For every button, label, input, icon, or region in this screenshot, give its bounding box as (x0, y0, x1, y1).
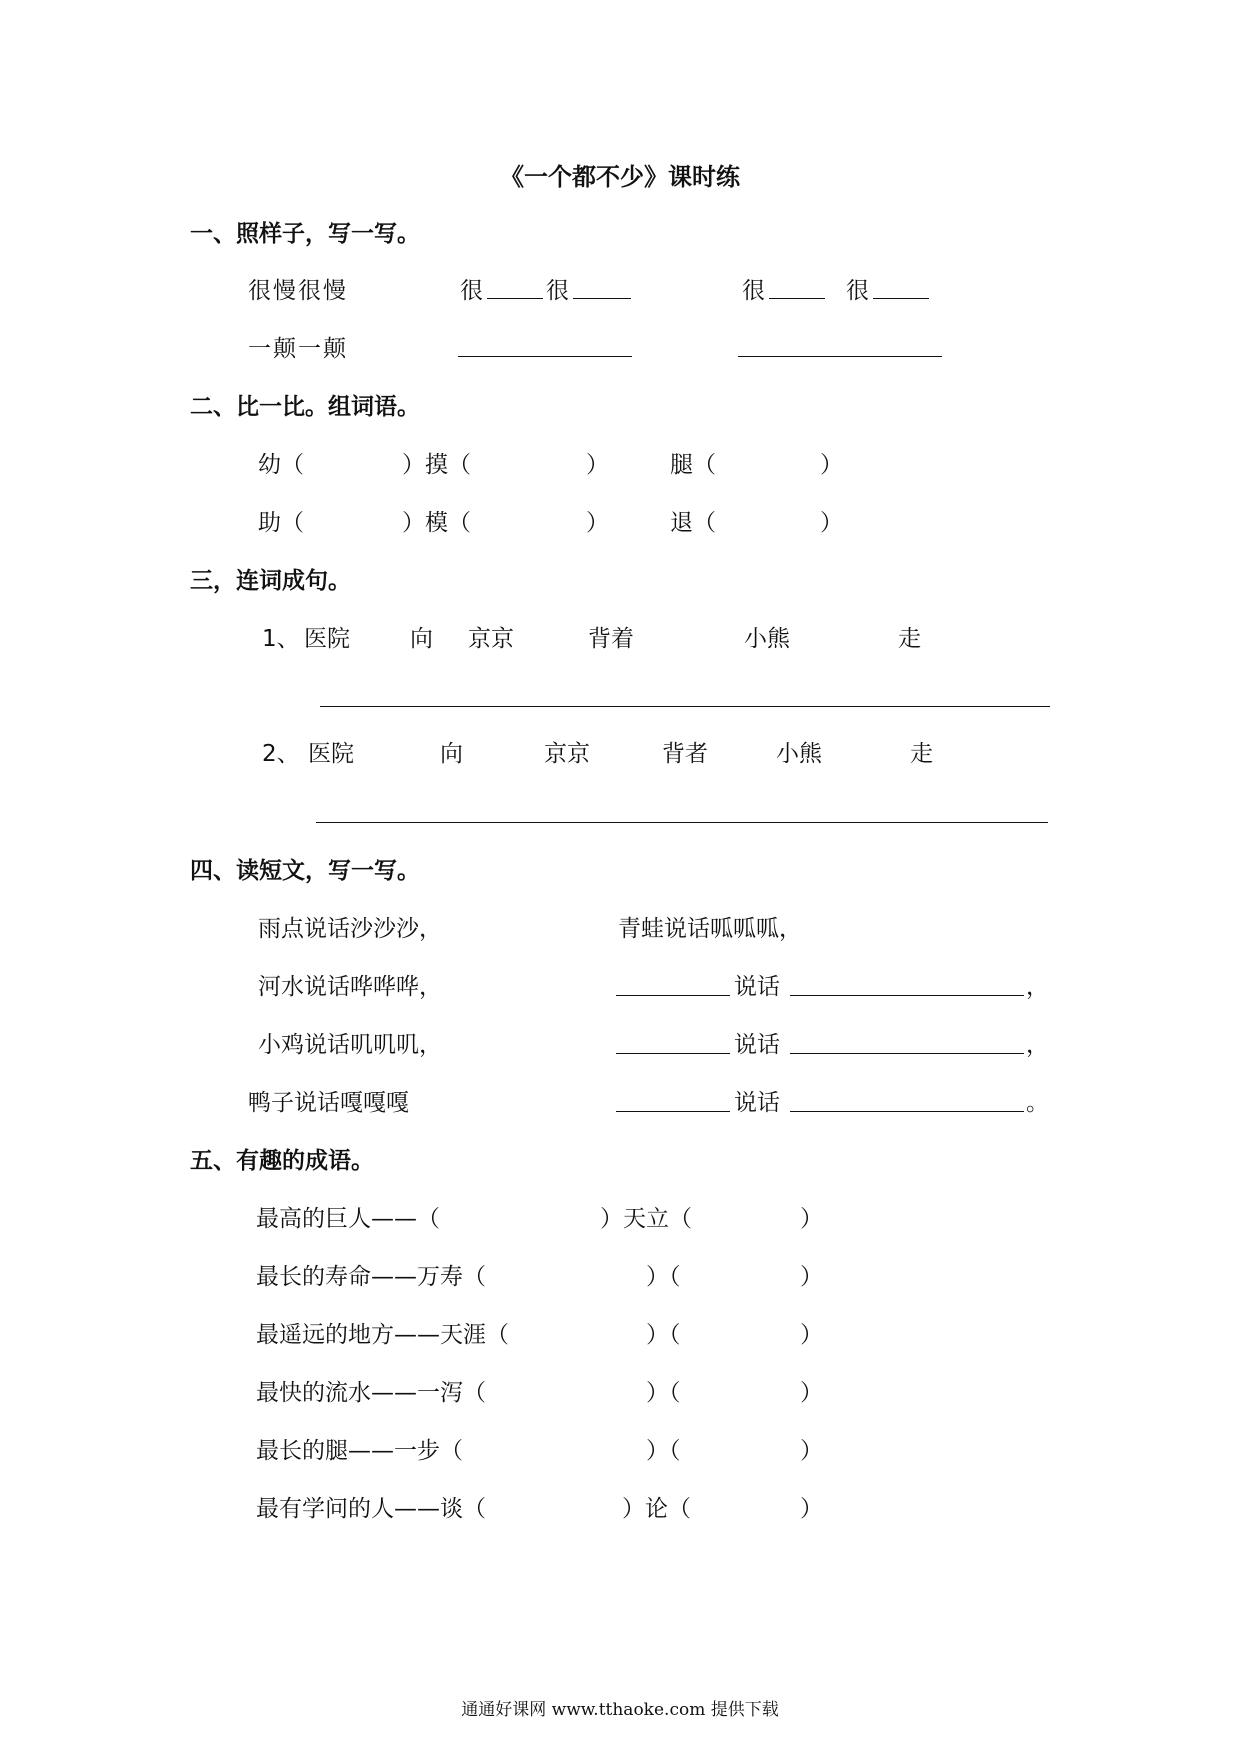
section-5-heading: 五、有趣的成语。 (190, 1148, 374, 1174)
blank-line[interactable] (738, 356, 942, 357)
blank-line[interactable] (790, 1053, 1024, 1054)
blank-line[interactable] (790, 995, 1024, 996)
compare-item: ） (586, 510, 609, 536)
hen-char: 很 (546, 278, 569, 304)
question-number: 2、 (262, 741, 300, 767)
idiom-close: ） (800, 1438, 823, 1464)
idiom-close: ） (800, 1380, 823, 1406)
compare-item: ）摸（ (402, 452, 471, 478)
poem-line: 河水说话哗哗哗， (258, 974, 442, 1000)
word-chip: 背着 (588, 626, 634, 652)
blank-line[interactable] (790, 1111, 1024, 1112)
shuohua-text: 说话 (734, 1032, 780, 1058)
blank-line[interactable] (616, 1111, 730, 1112)
compare-item: 腿（ (670, 452, 716, 478)
compare-item: ） (586, 452, 609, 478)
word-chip: 医院 (304, 626, 350, 652)
compare-item: ）模（ (402, 510, 471, 536)
section-2-heading: 二、比一比。组词语。 (190, 394, 420, 420)
poem-line: 雨点说话沙沙沙， (258, 916, 442, 942)
blank-line[interactable] (487, 298, 543, 299)
poem-line: 鸭子说话嘎嘎嘎 (248, 1090, 409, 1116)
hen-char: 很 (460, 278, 483, 304)
idiom-prompt: 最高的巨人——（ (256, 1206, 440, 1232)
comma: ， (1026, 974, 1049, 1000)
word-chip: 京京 (468, 626, 514, 652)
shuohua-text: 说话 (734, 974, 780, 1000)
idiom-mid: ）（ (646, 1264, 681, 1290)
idiom-prompt: 最快的流水——一泻（ (256, 1380, 486, 1406)
section-3-heading: 三，连词成句。 (190, 568, 351, 594)
compare-item: ） (820, 452, 843, 478)
idiom-mid: ）天立（ (600, 1206, 692, 1232)
word-chip: 小熊 (776, 741, 822, 767)
period: 。 (1026, 1090, 1049, 1116)
answer-line[interactable] (316, 822, 1048, 823)
word-chip: 京京 (544, 741, 590, 767)
idiom-prompt: 最长的寿命——万寿（ (256, 1264, 486, 1290)
poem-line: 小鸡说话叽叽叽， (258, 1032, 442, 1058)
compare-item: ） (820, 510, 843, 536)
idiom-close: ） (800, 1264, 823, 1290)
word-chip: 走 (898, 626, 921, 652)
blank-line[interactable] (873, 298, 929, 299)
idiom-mid: ）（ (646, 1380, 681, 1406)
word-chip: 医院 (308, 741, 354, 767)
word-chip: 小熊 (744, 626, 790, 652)
idiom-close: ） (800, 1206, 823, 1232)
section-4-heading: 四、读短文，写一写。 (190, 858, 420, 884)
word-chip: 向 (440, 741, 463, 767)
compare-item: 退（ (670, 510, 716, 536)
idiom-prompt: 最长的腿——一步（ (256, 1438, 463, 1464)
word-chip: 背者 (662, 741, 708, 767)
idiom-mid: ）（ (646, 1322, 681, 1348)
blank-line[interactable] (616, 1053, 730, 1054)
word-chip: 向 (410, 626, 433, 652)
blank-line[interactable] (573, 298, 631, 299)
idiom-mid: ）（ (646, 1438, 681, 1464)
section-1-heading: 一、照样子，写一写。 (190, 221, 420, 247)
example-word-1: 很慢很慢 (248, 278, 348, 304)
idiom-mid: ）论（ (622, 1496, 691, 1522)
poem-line: 青蛙说话呱呱呱， (618, 916, 802, 942)
question-number: 1、 (262, 626, 300, 652)
blank-line[interactable] (458, 356, 632, 357)
blank-line[interactable] (769, 298, 825, 299)
idiom-prompt: 最有学问的人——谈（ (256, 1496, 486, 1522)
page-title: 《一个都不少》课时练 (500, 163, 740, 191)
answer-line[interactable] (320, 706, 1050, 707)
hen-char: 很 (846, 278, 869, 304)
hen-char: 很 (742, 278, 765, 304)
compare-item: 助（ (258, 510, 304, 536)
example-word-2: 一颠一颠 (248, 336, 348, 362)
comma: ， (1026, 1032, 1049, 1058)
idiom-close: ） (800, 1496, 823, 1522)
compare-item: 幼（ (258, 452, 304, 478)
shuohua-text: 说话 (734, 1090, 780, 1116)
footer-credit: 通通好课网 www.tthaoke.com 提供下载 (461, 1700, 779, 1720)
idiom-prompt: 最遥远的地方——天涯（ (256, 1322, 509, 1348)
blank-line[interactable] (616, 995, 730, 996)
idiom-close: ） (800, 1322, 823, 1348)
word-chip: 走 (910, 741, 933, 767)
